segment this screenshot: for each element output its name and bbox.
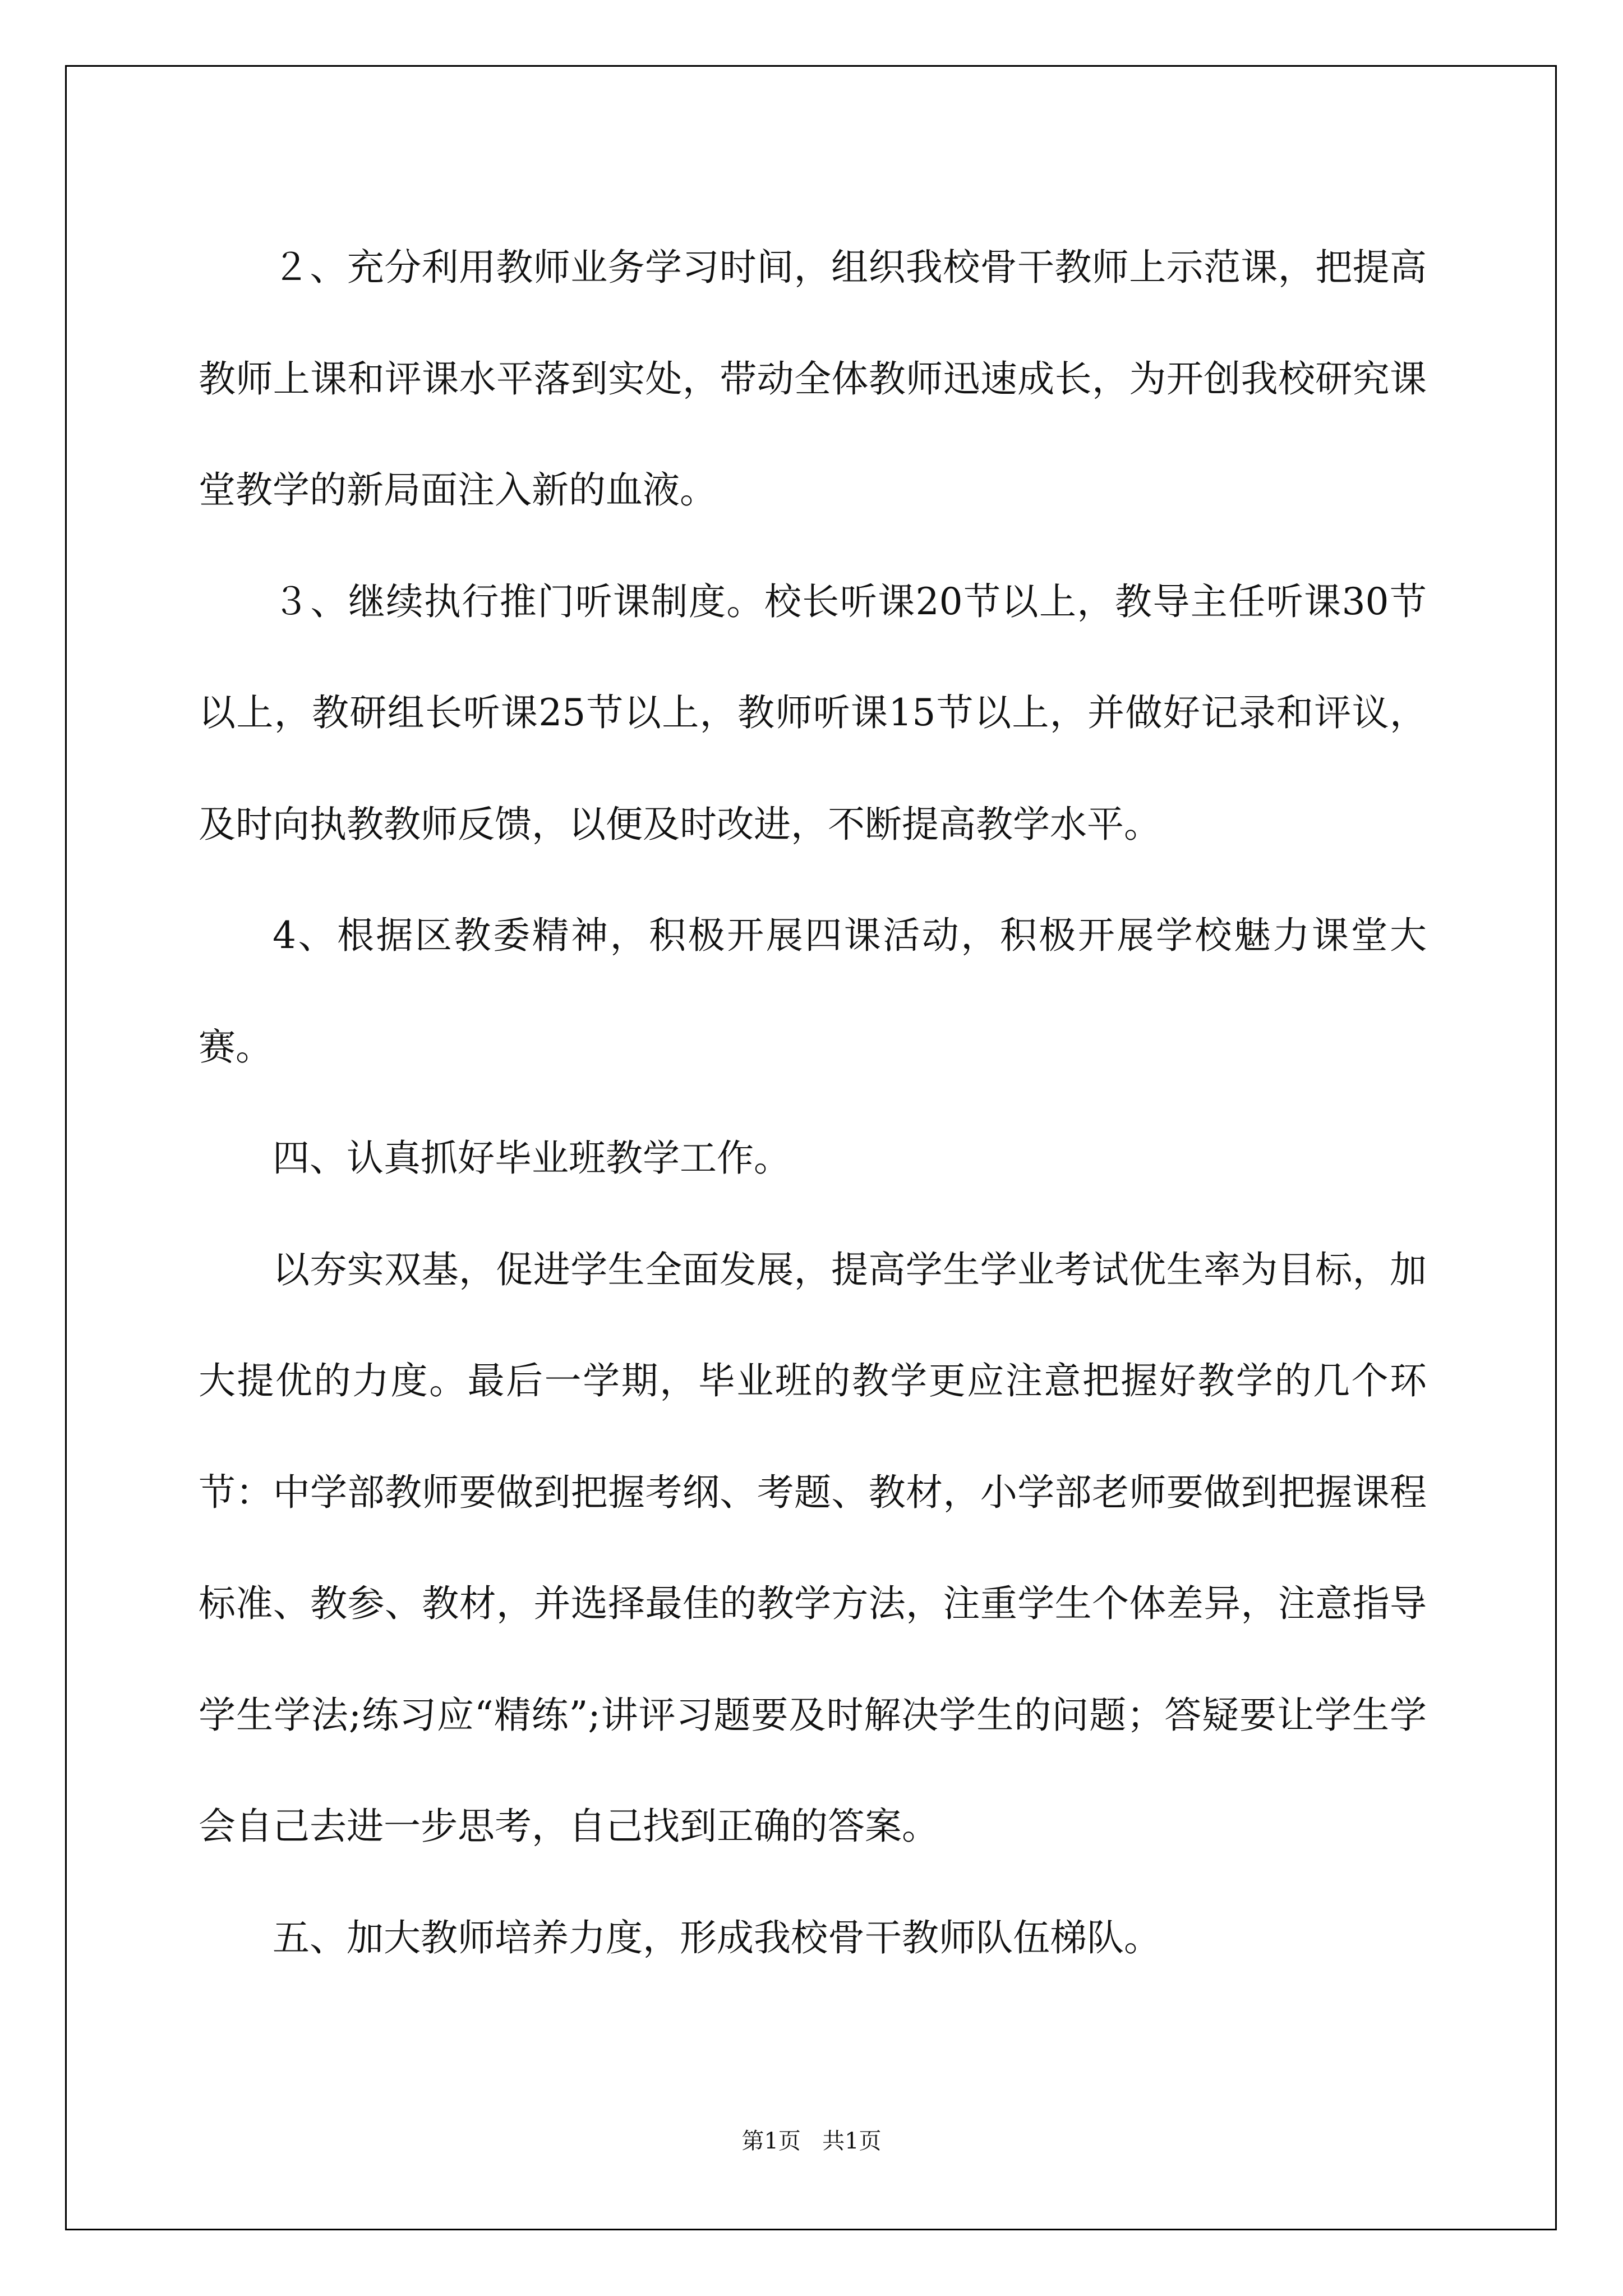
paragraph-3: ３、继续执行推门听课制度。校长听课20节以上，教导主任听课30节以上，教研组长听课25节以上，教师听课15节以上，并做好记录和评议，及时向执教教师反馈，以便及时改进，不断提高教学水平。 bbox=[199, 579, 1427, 846]
paragraph-2: ２、充分利用教师业务学习时间，组织我校骨干教师上示范课，把提高教师上课和评课水平落到实处，带动全体教师迅速成长，为开创我校研究课堂教学的新局面注入新的血液。 bbox=[199, 246, 1427, 512]
paragraph-graduating-class: 以夯实双基，促进学生全面发展，提高学生学业考试优生率为目标，加大提优的力度。最后一学期，毕业班的教学更应注意把握好教学的几个环节：中学部教师要做到把握考纲、考题、教材，小学部老师要做到把握课程标准、教参、教材，并选择最佳的教学方法，注重学生个体差异，注意指导学生学法;练习应“精练”;讲评习题要及时解决学生的问题；答疑要让学生学会自己去进一步思考，自己找到正确的答案。 bbox=[199, 1248, 1427, 1848]
paragraph-4: 4、根据区教委精神，积极开展四课活动，积极开展学校魅力课堂大赛。 bbox=[199, 914, 1427, 1069]
page-number: 第1页 bbox=[741, 2128, 801, 2154]
document-body bbox=[199, 212, 1427, 1994]
page-total: 共1页 bbox=[822, 2128, 882, 2154]
section-heading-4: 四、认真抓好毕业班教学工作。 bbox=[273, 1137, 791, 1180]
section-heading-5: 五、加大教师培养力度，形成我校骨干教师队伍梯队。 bbox=[273, 1916, 1161, 1959]
page-footer bbox=[0, 2123, 1623, 2155]
